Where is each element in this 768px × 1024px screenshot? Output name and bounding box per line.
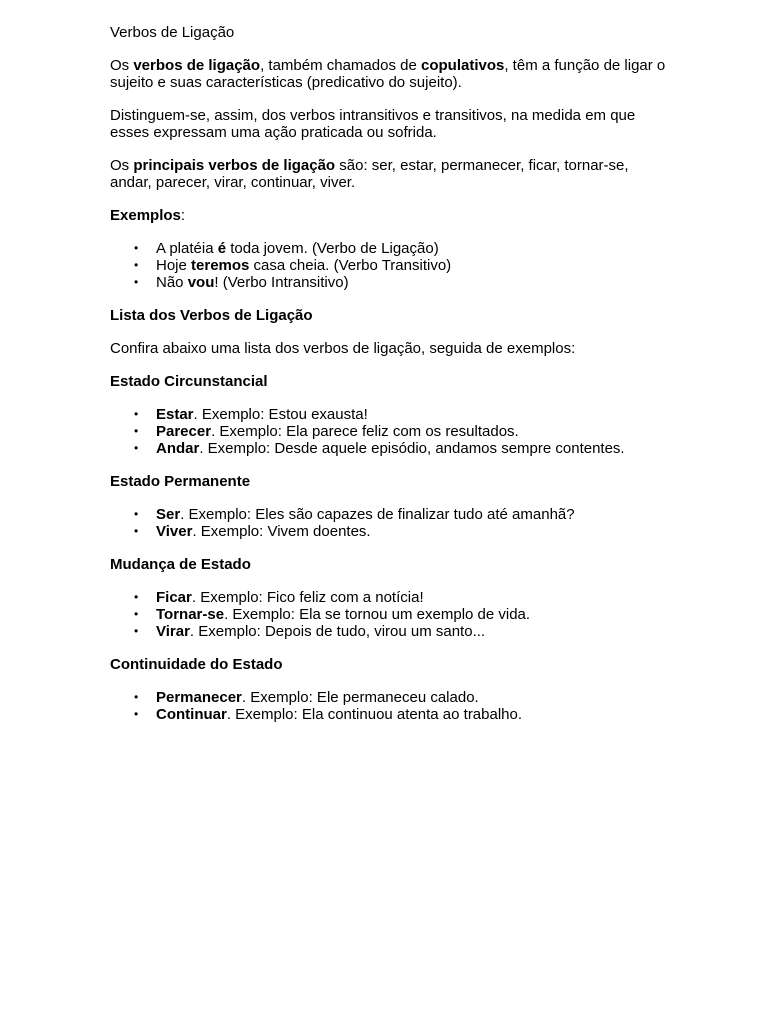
section-list	[110, 689, 670, 723]
examples-heading	[110, 207, 670, 224]
bullet-icon: •	[134, 624, 139, 638]
bullet-icon: •	[134, 607, 139, 621]
verb-term: Viver	[156, 523, 193, 540]
list-item	[134, 240, 670, 257]
example-text: . Exemplo: Desde aquele episódio, andamos sempre contentes.	[199, 440, 625, 457]
verb-term: Tornar-se	[156, 606, 225, 623]
verb-term: Ser	[156, 506, 181, 523]
bullet-icon: •	[134, 441, 139, 455]
list-item	[134, 406, 670, 423]
list-item	[134, 689, 670, 706]
section-heading: Continuidade do Estado	[110, 656, 283, 673]
bold-term: teremos	[191, 257, 250, 274]
bold-term: verbos de ligação	[133, 57, 261, 74]
text-run: A platéia	[156, 240, 218, 257]
intro-paragraph-2: Distinguem-se, assim, dos verbos intransitivos e transitivos, na medida em que esses expressam uma ação praticada ou sofrida.	[110, 107, 636, 141]
examples-list	[110, 240, 670, 291]
section-heading: Mudança de Estado	[110, 556, 251, 573]
bullet-icon: •	[134, 275, 139, 289]
text-run: casa cheia. (Verbo Transitivo)	[249, 257, 452, 274]
example-text: . Exemplo: Eles são capazes de finalizar tudo até amanhã?	[180, 506, 575, 523]
verb-term: Ficar	[156, 589, 192, 606]
document-title: Verbos de Ligação	[110, 24, 235, 41]
text-run: , têm a função de ligar o sujeito e suas características (predicativo do sujeito).	[110, 57, 666, 91]
intro-paragraph-1	[110, 57, 670, 91]
section-list	[110, 406, 670, 457]
list-item	[134, 706, 670, 723]
list-item	[134, 506, 670, 523]
bold-term: vou	[187, 274, 215, 291]
text-run: ! (Verbo Intransitivo)	[214, 274, 349, 291]
section-heading: Estado Permanente	[110, 473, 251, 490]
text-run: Não	[156, 274, 188, 291]
verb-term: Parecer	[156, 423, 212, 440]
list-intro: Confira abaixo uma lista dos verbos de ligação, seguida de exemplos:	[110, 340, 576, 357]
verb-term: Andar	[156, 440, 200, 457]
example-text: . Exemplo: Vivem doentes.	[192, 523, 371, 540]
section-list	[110, 506, 670, 540]
bold-term: é	[217, 240, 227, 257]
bullet-icon: •	[134, 524, 139, 538]
example-text: . Exemplo: Depois de tudo, virou um santo...	[189, 623, 486, 640]
list-item	[134, 440, 670, 457]
text-run: Os	[110, 57, 134, 74]
list-item	[134, 589, 670, 606]
list-item	[134, 423, 670, 440]
text-run: , também chamados de	[260, 57, 421, 74]
verb-term: Virar	[156, 623, 190, 640]
list-item	[134, 257, 670, 274]
bullet-icon: •	[134, 707, 139, 721]
bullet-icon: •	[134, 258, 139, 272]
bold-term: copulativos	[420, 57, 505, 74]
document-page	[110, 24, 670, 739]
intro-paragraph-3	[110, 157, 670, 191]
section-list	[110, 589, 670, 640]
example-text: . Exemplo: Ela parece feliz com os resultados.	[211, 423, 519, 440]
verb-term: Permanecer	[156, 689, 242, 706]
example-text: . Exemplo: Ela continuou atenta ao trabalho.	[226, 706, 523, 723]
list-item	[134, 274, 670, 291]
text-run: Os	[110, 157, 134, 174]
list-item	[134, 606, 670, 623]
bullet-icon: •	[134, 507, 139, 521]
list-item	[134, 523, 670, 540]
example-text: . Exemplo: Fico feliz com a notícia!	[191, 589, 424, 606]
example-text: . Exemplo: Ele permaneceu calado.	[241, 689, 479, 706]
bullet-icon: •	[134, 690, 139, 704]
list-heading: Lista dos Verbos de Ligação	[110, 307, 313, 324]
bold-term: principais verbos de ligação	[133, 157, 336, 174]
bullet-icon: •	[134, 241, 139, 255]
text-run: são: ser, estar, permanecer, ficar, tornar-se, andar, parecer, virar, continuar, viver.	[110, 157, 629, 191]
bullet-icon: •	[134, 424, 139, 438]
section-heading: Estado Circunstancial	[110, 373, 268, 390]
verb-term: Continuar	[156, 706, 227, 723]
examples-heading-colon: :	[180, 207, 186, 224]
text-run: toda jovem. (Verbo de Ligação)	[226, 240, 439, 257]
example-text: . Exemplo: Estou exausta!	[193, 406, 368, 423]
text-run: Hoje	[156, 257, 192, 274]
list-item	[134, 623, 670, 640]
bullet-icon: •	[134, 407, 139, 421]
example-text: . Exemplo: Ela se tornou um exemplo de vida.	[224, 606, 531, 623]
bullet-icon: •	[134, 590, 139, 604]
verb-term: Estar	[156, 406, 194, 423]
examples-heading-bold: Exemplos	[110, 207, 181, 224]
